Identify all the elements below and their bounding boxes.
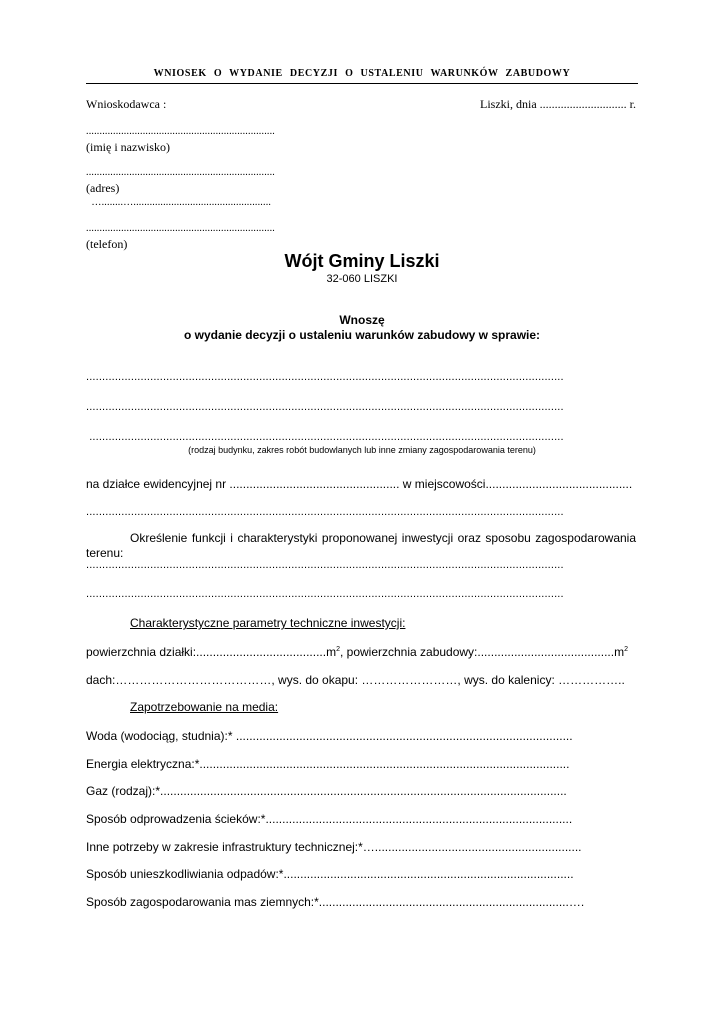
phone-caption: (telefon) (86, 237, 128, 251)
request-title: Wnoszę (339, 313, 385, 327)
applicant-label: Wnioskodawca : (86, 97, 167, 111)
request-subtitle: o wydanie decyzji o ustaleniu warunków zabudowy w sprawie: (183, 328, 541, 342)
media-water-field[interactable]: Woda (wodociąg, studnia):* ..................................................................................................... (86, 729, 573, 743)
title-divider (86, 83, 638, 84)
authority-name: Wójt Gminy Liszki (284, 251, 440, 271)
media-heading: Zapotrzebowanie na media: (130, 700, 279, 714)
plot-area-field[interactable]: powierzchnia działki:.......................................m (86, 645, 337, 659)
media-sewage-field[interactable]: Sposób odprowadzenia ścieków:*............................................................................................ (86, 812, 573, 826)
name-caption: (imię i nazwisko) (86, 140, 170, 154)
function-intro-cont: terenu: (86, 546, 124, 560)
matter-hint: (rodzaj budynku, zakres robót budowlanych lub inne zmiany zagospodarowania terenu) (188, 445, 536, 455)
function-field-1[interactable]: ..................................................................................................................................................... (86, 559, 564, 571)
media-electricity-field[interactable]: Energia elektryczna:*............................................................................................................... (86, 757, 570, 771)
address-field-2[interactable]: …........…................................................... (86, 197, 272, 208)
plot-location-field[interactable]: na działce ewidencyjnej nr ................................................... w miejscowości............................................ (86, 477, 633, 491)
media-gas-field[interactable]: Gaz (rodzaj):*.......................................................................................................................... (86, 784, 567, 798)
roof-fields[interactable]: dach:…………………………………, wys. do okapu: ……………………, wys. do kalenicy: …………….. (86, 673, 625, 687)
matter-field-1[interactable]: ..................................................................................................................................................... (86, 371, 564, 383)
media-infrastructure-field[interactable]: Inne potrzeby w zakresie infrastruktury technicznej:*….............................................................. (86, 840, 582, 854)
name-field[interactable]: ...................................................................... (86, 126, 275, 137)
place-date-field[interactable]: Liszki, dnia ............................. r. (480, 97, 636, 111)
matter-field-3[interactable]: .................................................................................................................................................... (86, 431, 564, 443)
built-area-field[interactable]: , powierzchnia zabudowy:.........................................m (339, 645, 625, 659)
unit-superscript: 2 (624, 646, 628, 653)
params-heading: Charakterystyczne parametry techniczne inwestycji: (130, 616, 406, 630)
function-field-2[interactable]: ..................................................................................................................................................... (86, 588, 564, 600)
form-title: WNIOSEK O WYDANIE DECYZJI O USTALENIU WARUNKÓW ZABUDOWY (153, 68, 571, 79)
area-fields[interactable] (86, 645, 628, 659)
media-waste-field[interactable]: Sposób unieszkodliwiania odpadów:*....................................................................................... (86, 867, 574, 881)
authority-postal: 32-060 LISZKI (326, 273, 398, 285)
plot-extra-field[interactable]: ..................................................................................................................................................... (86, 506, 564, 518)
address-caption: (adres) (86, 181, 120, 195)
media-earth-field[interactable]: Sposób zagospodarowania mas ziemnych:*...........................................................................…. (86, 895, 585, 909)
matter-field-2[interactable]: ..................................................................................................................................................... (86, 401, 564, 413)
phone-field[interactable]: ...................................................................... (86, 223, 275, 234)
function-intro: Określenie funkcji i charakterystyki proponowanej inwestycji oraz sposobu zagospodarowania (130, 531, 636, 545)
unit-superscript: 2 (336, 646, 340, 653)
address-field-1[interactable]: ...................................................................... (86, 167, 275, 178)
